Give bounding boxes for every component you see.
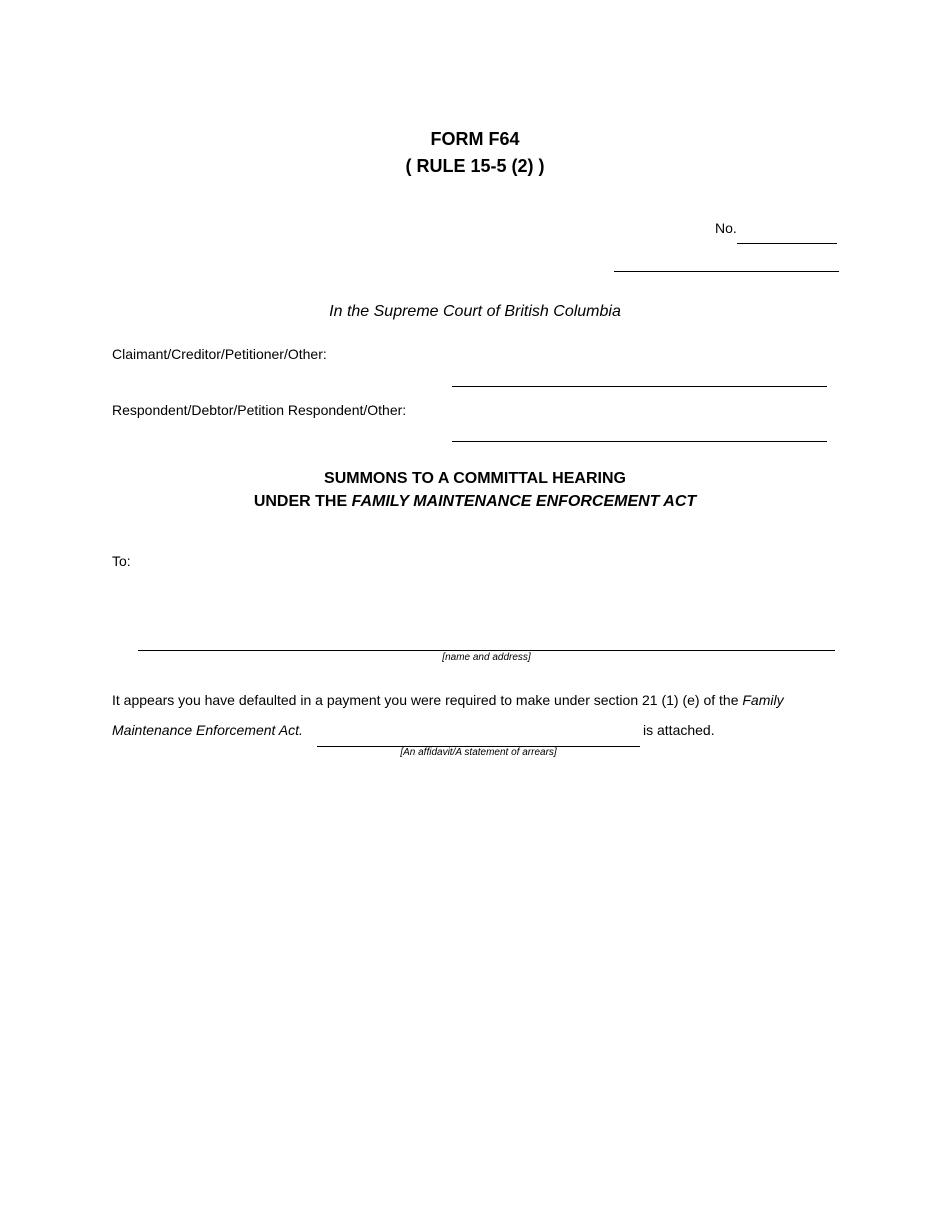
form-title: FORM F64 (430, 129, 520, 149)
respondent-field-line[interactable] (452, 441, 827, 442)
court-name: In the Supreme Court of British Columbia (329, 303, 621, 320)
body-line2-suffix: is attached. (643, 722, 715, 738)
body-line2-act: Maintenance Enforcement Act. (112, 722, 303, 738)
act-name: FAMILY MAINTENANCE ENFORCEMENT ACT (351, 493, 697, 510)
to-caption: [name and address] (442, 652, 531, 663)
body-text: It appears you have defaulted in a payment you were required to make under section 21 (1) (e) of the (112, 692, 743, 708)
claimant-label: Claimant/Creditor/Petitioner/Other: (112, 346, 327, 362)
no-field-line[interactable] (737, 243, 837, 244)
document-type-caption: [An affidavit/A statement of arrears] (400, 747, 557, 758)
claimant-field-line[interactable] (452, 386, 827, 387)
to-label: To: (112, 553, 131, 569)
heading-line1: SUMMONS TO A COMMITTAL HEARING (324, 470, 626, 487)
body-italic: Family (742, 692, 784, 708)
registry-field-line[interactable] (614, 271, 839, 272)
heading-prefix: UNDER THE (253, 493, 352, 510)
to-field-line[interactable] (138, 650, 835, 651)
body-line1 (112, 692, 784, 708)
heading-line2 (0, 493, 950, 511)
form-rule: ( RULE 15-5 (2) ) (405, 156, 545, 176)
respondent-label: Respondent/Debtor/Petition Respondent/Other: (112, 402, 407, 418)
no-label: No. (715, 220, 737, 236)
